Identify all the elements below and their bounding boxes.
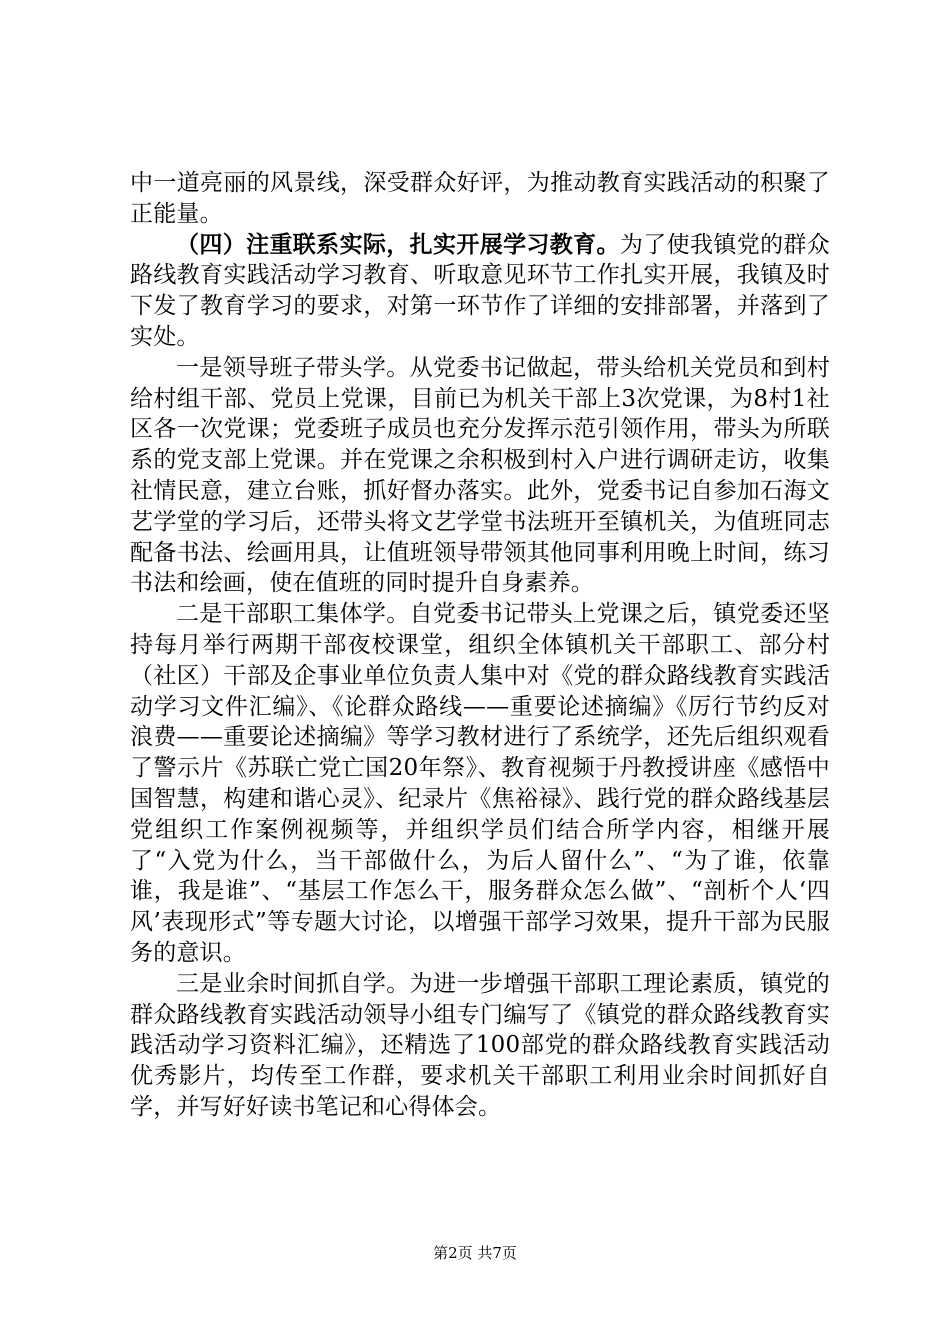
paragraph-text: 为了使我镇党的群众路线教育实践活动学习教育、听取意见环节工作扎实开展，我镇及时下发了教育学习的要求，对第一环节作了详细的安排部署，并落到了实处。 [130,231,830,350]
page-number-footer: 第2页 共7页 [433,1244,517,1262]
paragraph-section-four [130,230,830,353]
paragraph-text: 三是业余时间抓自学。为进一步增强干部职工理论素质，镇党的群众路线教育实践活动领导小组专门编写了《镇党的群众路线教育实践活动学习资料汇编》，还精选了100部党的群众路线教育实践活动优秀影片，均传至工作群，要求机关干部职工利用业余时间抓好自学，并写好好读书笔记和心得体会。 [130,970,830,1120]
paragraph-collective-study [130,599,830,969]
section-heading: （四）注重联系实际，扎实开展学习教育。 [176,230,620,258]
paragraph-text: 一是领导班子带头学。从党委书记做起，带头给机关党员和到村给村组干部、党员上党课，目前已为机关干部上3次党课，为8村1社区各一次党课；党委班子成员也充分发挥示范引领作用，带头为所联系的党支部上党课。并在党课之余积极到村入户进行调研走访，收集社情民意，建立台账，抓好督办落实。此外，党委书记自参加石海文艺学堂的学习后，还带头将文艺学堂书法班开至镇机关，为值班同志配备书法、绘画用具，让值班领导带领其他同事利用晚上时间，练习书法和绘画，使在值班的同时提升自身素养。 [130,354,830,597]
paragraph-text: 中一道亮丽的风景线，深受群众好评，为推动教育实践活动的积聚了正能量。 [130,170,830,227]
paragraph-text: 二是干部职工集体学。自党委书记带头上党课之后，镇党委还坚持每月举行两期干部夜校课堂，组织全体镇机关干部职工、部分村（社区）干部及企事业单位负责人集中对《党的群众路线教育实践活动学习文件汇编》、《论群众路线——重要论述摘编》《厉行节约反对浪费——重要论述摘编》等学习教材进行了系统学，还先后组织观看了警示片《苏联亡党亡国20年祭》、教育视频于丹教授讲座《感悟中国智慧，构建和谐心灵》、纪录片《焦裕禄》、践行党的群众路线基层党组织工作案例视频等，并组织学员们结合所学内容，相继开展了“入党为什么，当干部做什么，为后人留什么”、“为了谁，依靠谁，我是谁”、“基层工作怎么干，服务群众怎么做”、“剖析个人‘四风’表现形式”等专题大讨论，以增强干部学习效果，提升干部为民服务的意识。 [130,601,830,966]
document-body [130,168,830,1123]
paragraph-continuation [130,168,830,230]
paragraph-leadership-study [130,353,830,599]
paragraph-self-study [130,969,830,1123]
